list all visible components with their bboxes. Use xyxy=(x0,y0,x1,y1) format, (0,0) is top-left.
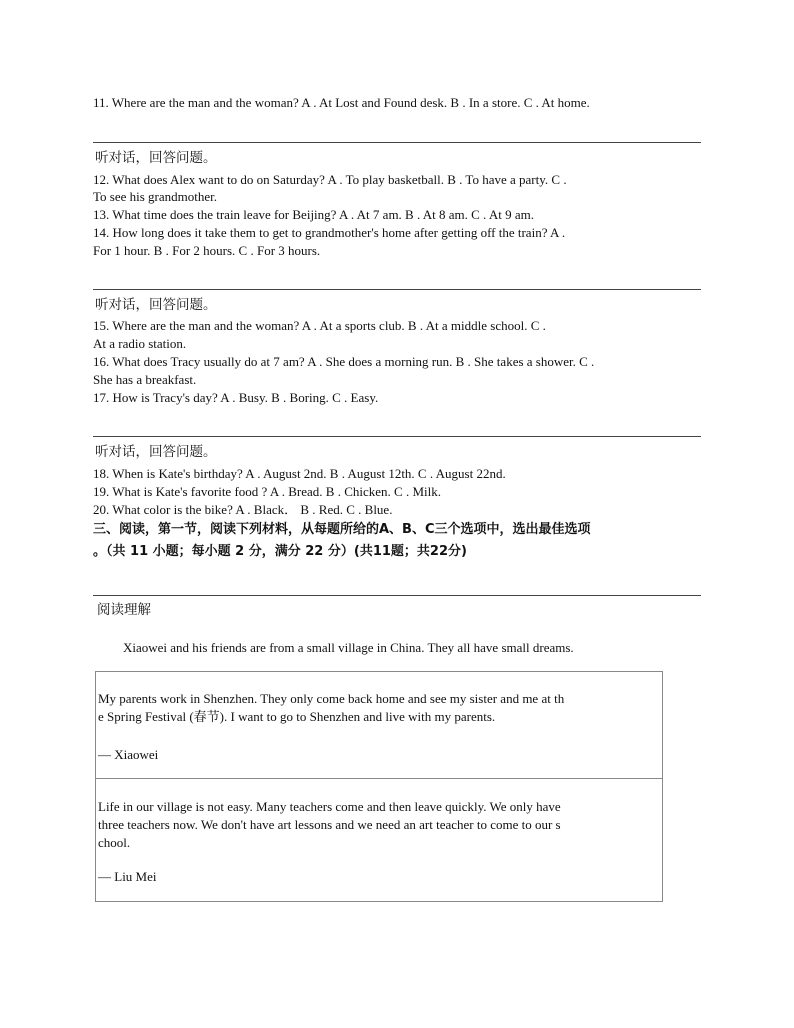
section-heading: 听对话，回答问题。 xyxy=(95,297,217,313)
passage-signature: — Xiaowei xyxy=(98,747,159,762)
question-line: 17. How is Tracy's day? A . Busy. B . Boring. C . Easy. xyxy=(93,390,379,405)
section-heading: 听对话，回答问题。 xyxy=(95,444,217,460)
section-divider xyxy=(93,142,701,143)
question-line: 16. What does Tracy usually do at 7 am? A . She does a morning run. B . She takes a shower. C . xyxy=(93,354,595,369)
question-line: 20. What color is the bike? A . Black． B . Red. C . Blue. xyxy=(93,502,393,517)
question-line: 13. What time does the train leave for Beijing? A . At 7 am. B . At 8 am. C . At 9 am. xyxy=(93,207,534,222)
reading-heading: 阅读理解 xyxy=(97,602,151,618)
passage-box-xiaowei xyxy=(95,671,663,779)
question-line: At a radio station. xyxy=(93,336,187,351)
question-line: 18. When is Kate's birthday? A . August 2nd. B . August 12th. C . August 22nd. xyxy=(93,466,506,481)
passage-line: three teachers now. We don't have art lessons and we need an art teacher to come to our s xyxy=(98,817,561,832)
passage-line: My parents work in Shenzhen. They only come back home and see my sister and me at th xyxy=(98,691,565,706)
section-divider xyxy=(93,436,701,437)
passage-box-liu-mei xyxy=(95,778,663,902)
section-divider xyxy=(93,595,701,596)
passage-signature: — Liu Mei xyxy=(98,869,157,884)
question-line: 14. How long does it take them to get to grandmother's home after getting off the train? A . xyxy=(93,225,566,240)
passage-line: e Spring Festival (春节). I want to go to Shenzhen and live with my parents. xyxy=(98,709,496,724)
passage-line: chool. xyxy=(98,835,131,850)
part-heading: 三、阅读，第一节，阅读下列材料，从每题所给的A、B、C三个选项中，选出最佳选项 xyxy=(93,522,591,537)
section-heading: 听对话，回答问题。 xyxy=(95,150,217,166)
question-line: She has a breakfast. xyxy=(93,372,197,387)
section-divider xyxy=(93,289,701,290)
part-heading-score: 。（共 11 小题；每小题 2 分，满分 22 分）(共11题；共22分) xyxy=(93,544,467,559)
question-line: 12. What does Alex want to do on Saturday? A . To play basketball. B . To have a party. C . xyxy=(93,172,567,187)
question-line: 15. Where are the man and the woman? A . At a sports club. B . At a middle school. C . xyxy=(93,318,546,333)
question-line: For 1 hour. B . For 2 hours. C . For 3 hours. xyxy=(93,243,321,258)
question-11: 11. Where are the man and the woman? A . At Lost and Found desk. B . In a store. C . At home. xyxy=(93,95,590,110)
passage-line: Life in our village is not easy. Many teachers come and then leave quickly. We only have xyxy=(98,799,561,814)
question-line: 19. What is Kate's favorite food ? A . Bread. B . Chicken. C . Milk. xyxy=(93,484,441,499)
reading-intro: Xiaowei and his friends are from a small village in China. They all have small dreams. xyxy=(123,640,574,655)
question-line: To see his grandmother. xyxy=(93,189,218,204)
